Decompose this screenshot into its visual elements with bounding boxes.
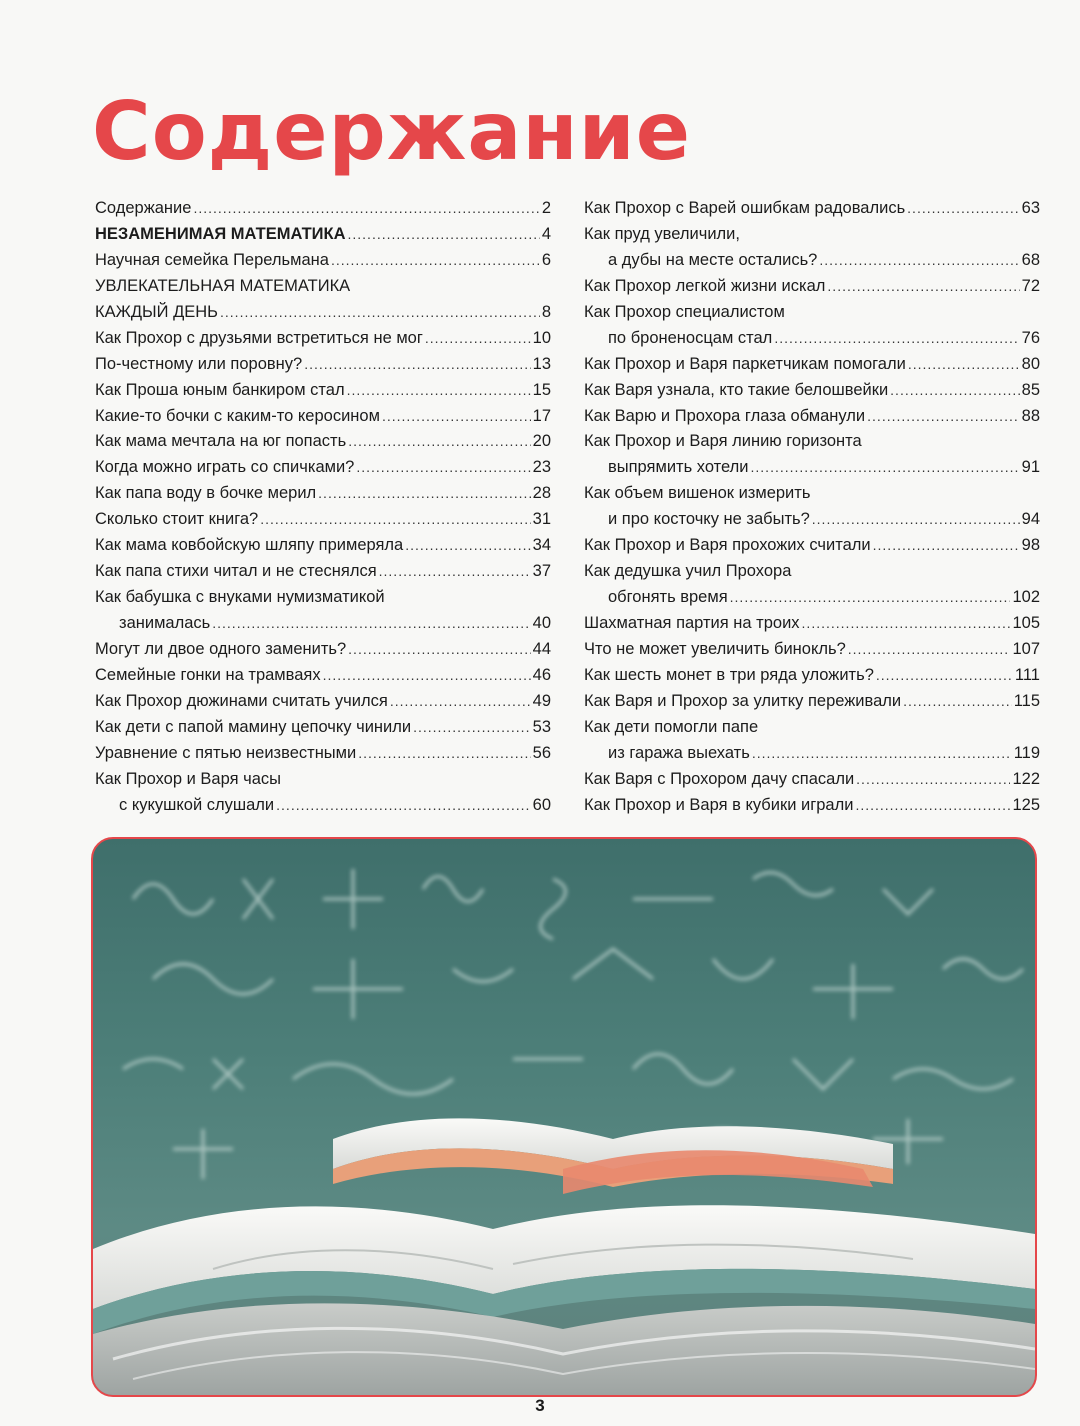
toc-entry-title: УВЛЕКАТЕЛЬНАЯ МАТЕМАТИКА bbox=[95, 276, 351, 295]
toc-entry-title: Как шесть монет в три ряда уложить? bbox=[584, 665, 874, 684]
toc-entry-title: Как Прохор с друзьями встретиться не мог bbox=[95, 328, 423, 347]
toc-entry bbox=[584, 196, 1040, 222]
toc-entry-title: Что не может увеличить бинокль? bbox=[584, 639, 846, 658]
toc-dot-leader bbox=[276, 793, 530, 819]
toc-entry bbox=[584, 352, 1040, 378]
toc-dot-leader bbox=[405, 533, 530, 559]
toc-entry bbox=[584, 300, 1040, 326]
toc-entry bbox=[584, 637, 1040, 663]
toc-entry-title: Когда можно играть со спичками? bbox=[95, 458, 355, 477]
toc-dot-leader bbox=[876, 663, 1013, 689]
toc-entry-title: по броненосцам стал bbox=[608, 328, 773, 347]
toc-entry-page: 125 bbox=[1012, 795, 1040, 814]
toc-entry bbox=[95, 637, 551, 663]
toc-entry bbox=[95, 663, 551, 689]
toc-entry-title: Как мама ковбойскую шляпу примеряла bbox=[95, 536, 404, 555]
toc-entry bbox=[95, 300, 551, 326]
toc-entry-title: КАЖДЫЙ ДЕНЬ bbox=[95, 302, 219, 321]
toc-entry-title: занималась bbox=[119, 614, 211, 632]
toc-entry bbox=[584, 274, 1040, 300]
toc-entry-title: Как Прохор и Варя прохожих считали bbox=[584, 536, 871, 555]
toc-entry bbox=[584, 248, 1040, 274]
toc-entry-title: с кукушкой слушали bbox=[119, 795, 275, 814]
toc-dot-leader bbox=[774, 326, 1019, 352]
toc-dot-leader bbox=[382, 404, 531, 430]
toc-dot-leader bbox=[812, 507, 1020, 533]
toc-dot-leader bbox=[390, 689, 531, 715]
toc-dot-leader bbox=[873, 533, 1020, 559]
toc-entry-page: 91 bbox=[1021, 458, 1040, 477]
toc-dot-leader bbox=[890, 378, 1019, 404]
toc-entry bbox=[584, 533, 1040, 559]
toc-entry-title: а дубы на месте остались? bbox=[608, 250, 818, 269]
toc-entry bbox=[584, 455, 1040, 481]
toc-entry-title: Как Прохор специалистом bbox=[584, 302, 785, 321]
toc-dot-leader bbox=[425, 326, 531, 352]
toc-entry bbox=[95, 767, 551, 793]
toc-entry-page: 8 bbox=[541, 302, 551, 321]
toc-entry-title: НЕЗАМЕНИМАЯ МАТЕМАТИКА bbox=[95, 224, 346, 243]
toc-entry bbox=[584, 559, 1040, 585]
toc-entry bbox=[584, 611, 1040, 637]
toc-entry-title: из гаража выехать bbox=[608, 743, 750, 762]
toc-entry bbox=[95, 352, 551, 378]
toc-entry bbox=[584, 326, 1040, 352]
toc-entry-title: Как Прохор с Варей ошибкам радовались bbox=[584, 199, 906, 217]
toc-dot-leader bbox=[827, 274, 1019, 300]
toc-entry-page: 10 bbox=[532, 328, 551, 347]
toc-entry-title: Как Прохор и Варя часы bbox=[95, 769, 281, 788]
toc-entry-title: Как объем вишенок измерить bbox=[584, 484, 811, 503]
toc-entry-page: 115 bbox=[1013, 691, 1040, 710]
toc-entry-title: Уравнение с пятью неизвестными bbox=[95, 743, 357, 762]
toc-entry bbox=[95, 585, 551, 611]
toc-entry-title: Семейные гонки на трамваях bbox=[95, 665, 321, 684]
toc-entry-title: обгонять время bbox=[608, 588, 728, 607]
toc-entry-title: Как дедушка учил Прохора bbox=[584, 562, 792, 581]
toc-entry-page: 98 bbox=[1021, 536, 1040, 555]
toc-entry-page: 13 bbox=[532, 354, 551, 373]
toc-entry bbox=[95, 455, 551, 481]
toc-entry-page: 6 bbox=[541, 250, 551, 269]
toc-entry-title: Научная семейка Перельмана bbox=[95, 250, 329, 269]
toc-entry-page: 76 bbox=[1021, 328, 1040, 347]
toc-dot-leader bbox=[347, 378, 531, 404]
toc-entry-title: Как пруд увеличили, bbox=[584, 224, 740, 243]
toc-dot-leader bbox=[212, 611, 530, 637]
toc-dot-leader bbox=[908, 352, 1020, 378]
toc-entry bbox=[584, 481, 1040, 507]
toc-dot-leader bbox=[356, 455, 530, 481]
toc-dot-leader bbox=[413, 715, 531, 741]
toc-entry-title: и про косточку не забыть? bbox=[608, 510, 810, 529]
toc-entry bbox=[95, 793, 551, 819]
toc-entry-title: Содержание bbox=[95, 199, 192, 217]
toc-dot-leader bbox=[379, 559, 531, 585]
toc-dot-leader bbox=[802, 611, 1011, 637]
toc-entry-page: 80 bbox=[1021, 354, 1040, 373]
toc-entry-title: выпрямить хотели bbox=[608, 458, 749, 477]
toc-entry-page: 68 bbox=[1021, 250, 1040, 269]
toc-left-column bbox=[95, 196, 551, 819]
toc-entry-page: 2 bbox=[541, 199, 551, 217]
toc-entry-title: Как Проша юным банкиром стал bbox=[95, 380, 345, 399]
toc-entry bbox=[95, 274, 551, 300]
toc-entry-page: 102 bbox=[1012, 588, 1040, 607]
toc-dot-leader bbox=[730, 585, 1011, 611]
toc-entry-page: 56 bbox=[532, 743, 551, 762]
toc-entry bbox=[584, 222, 1040, 248]
chalkboard-books-photo bbox=[91, 837, 1037, 1397]
toc-entry-title: Как папа воду в бочке мерил bbox=[95, 484, 317, 503]
toc-entry-title: Как Варя и Прохор за улитку переживали bbox=[584, 691, 902, 710]
toc-entry bbox=[95, 741, 551, 767]
toc-dot-leader bbox=[331, 248, 540, 274]
toc-dot-leader bbox=[220, 300, 540, 326]
toc-entry bbox=[95, 196, 551, 222]
toc-entry bbox=[584, 793, 1040, 819]
toc-entry-page: 23 bbox=[532, 458, 551, 477]
toc-entry bbox=[584, 767, 1040, 793]
toc-entry bbox=[95, 378, 551, 404]
toc-entry-page: 17 bbox=[532, 406, 551, 425]
toc-dot-leader bbox=[751, 455, 1020, 481]
toc-dot-leader bbox=[867, 404, 1019, 430]
toc-entry-page: 111 bbox=[1014, 665, 1040, 684]
toc-entry-title: Как Прохор и Варя в кубики играли bbox=[584, 795, 854, 814]
toc-dot-leader bbox=[348, 637, 530, 663]
toc-entry-title: Как папа стихи читал и не стеснялся bbox=[95, 562, 377, 581]
toc-entry bbox=[95, 689, 551, 715]
toc-entry-page: 60 bbox=[532, 795, 551, 814]
toc-entry-page: 119 bbox=[1013, 743, 1040, 762]
toc-entry bbox=[95, 507, 551, 533]
toc-entry bbox=[584, 378, 1040, 404]
toc-entry bbox=[95, 715, 551, 741]
toc-entry-title: Шахматная партия на троих bbox=[584, 614, 800, 632]
toc-dot-leader bbox=[752, 741, 1012, 767]
toc-dot-leader bbox=[348, 429, 530, 455]
toc-entry-title: Как Прохор дюжинами считать учился bbox=[95, 691, 388, 710]
toc-entry-page: 4 bbox=[541, 224, 551, 243]
toc-entry-title: Как Варю и Прохора глаза обманули bbox=[584, 406, 866, 425]
toc-dot-leader bbox=[819, 248, 1019, 274]
toc-entry bbox=[584, 663, 1040, 689]
toc-dot-leader bbox=[193, 196, 539, 222]
toc-entry-page: 72 bbox=[1021, 276, 1040, 295]
toc-entry-page: 15 bbox=[532, 380, 551, 399]
toc-entry bbox=[584, 429, 1040, 455]
toc-entry-title: Как Прохор легкой жизни искал bbox=[584, 276, 826, 295]
toc-right-column bbox=[584, 196, 1040, 819]
toc-entry-title: Как дети помогли папе bbox=[584, 717, 759, 736]
books bbox=[93, 1118, 1035, 1395]
toc-entry-title: По-честному или поровну? bbox=[95, 354, 303, 373]
toc-dot-leader bbox=[903, 689, 1012, 715]
toc-entry-page: 105 bbox=[1012, 614, 1040, 632]
toc-dot-leader bbox=[348, 222, 540, 248]
toc-entry bbox=[584, 404, 1040, 430]
toc-entry-page: 28 bbox=[532, 484, 551, 503]
toc-dot-leader bbox=[304, 352, 530, 378]
toc-entry bbox=[584, 715, 1040, 741]
toc-dot-leader bbox=[848, 637, 1011, 663]
toc-entry-page: 37 bbox=[532, 562, 551, 581]
toc-dot-leader bbox=[323, 663, 531, 689]
toc-entry bbox=[95, 429, 551, 455]
toc-entry bbox=[95, 222, 551, 248]
toc-entry-title: Какие-то бочки с каким-то керосином bbox=[95, 406, 380, 425]
toc-entry-title: Как Варя с Прохором дачу спасали bbox=[584, 769, 855, 788]
toc-entry-title: Как мама мечтала на юг попасть bbox=[95, 432, 347, 451]
toc-entry bbox=[95, 533, 551, 559]
toc-entry bbox=[95, 559, 551, 585]
toc-entry bbox=[95, 611, 551, 637]
toc-entry-title: Сколько стоит книга? bbox=[95, 510, 259, 529]
toc-dot-leader bbox=[358, 741, 530, 767]
toc-entry-title: Как дети с папой мамину цепочку чинили bbox=[95, 717, 412, 736]
toc-entry-page: 31 bbox=[532, 510, 551, 529]
toc-entry bbox=[95, 404, 551, 430]
toc-entry-page: 46 bbox=[532, 665, 551, 684]
toc-entry-page: 94 bbox=[1021, 510, 1040, 529]
toc-entry-page: 88 bbox=[1021, 406, 1040, 425]
toc-entry-title: Как Прохор и Варя паркетчикам помогали bbox=[584, 354, 906, 373]
toc-entry-title: Как Варя узнала, кто такие белошвейки bbox=[584, 380, 889, 399]
toc-entry bbox=[584, 507, 1040, 533]
toc-entry-page: 53 bbox=[532, 717, 551, 736]
toc-entry-page: 20 bbox=[532, 432, 551, 451]
toc-dot-leader bbox=[260, 507, 530, 533]
toc-dot-leader bbox=[856, 767, 1010, 793]
toc-entry-page: 40 bbox=[532, 614, 551, 632]
toc-entry-title: Могут ли двое одного заменить? bbox=[95, 639, 347, 658]
toc-entry-title: Как бабушка с внуками нумизматикой bbox=[95, 588, 385, 607]
toc-entry bbox=[95, 326, 551, 352]
toc-entry-title: Как Прохор и Варя линию горизонта bbox=[584, 432, 862, 451]
page-title: Содержание bbox=[92, 85, 691, 178]
page-number: 3 bbox=[535, 1396, 545, 1415]
toc-entry-page: 85 bbox=[1021, 380, 1040, 399]
toc-entry bbox=[95, 481, 551, 507]
toc-entry bbox=[95, 248, 551, 274]
toc-entry bbox=[584, 741, 1040, 767]
toc-dot-leader bbox=[907, 196, 1019, 222]
toc-entry-page: 122 bbox=[1012, 769, 1040, 788]
toc-dot-leader bbox=[855, 793, 1010, 819]
toc-entry-page: 107 bbox=[1012, 639, 1040, 658]
toc-entry-page: 44 bbox=[532, 639, 551, 658]
toc-entry-page: 63 bbox=[1021, 199, 1040, 217]
toc-entry-page: 49 bbox=[532, 691, 551, 710]
toc-dot-leader bbox=[318, 481, 530, 507]
toc-entry bbox=[584, 689, 1040, 715]
toc-entry-page: 34 bbox=[532, 536, 551, 555]
toc-entry bbox=[584, 585, 1040, 611]
